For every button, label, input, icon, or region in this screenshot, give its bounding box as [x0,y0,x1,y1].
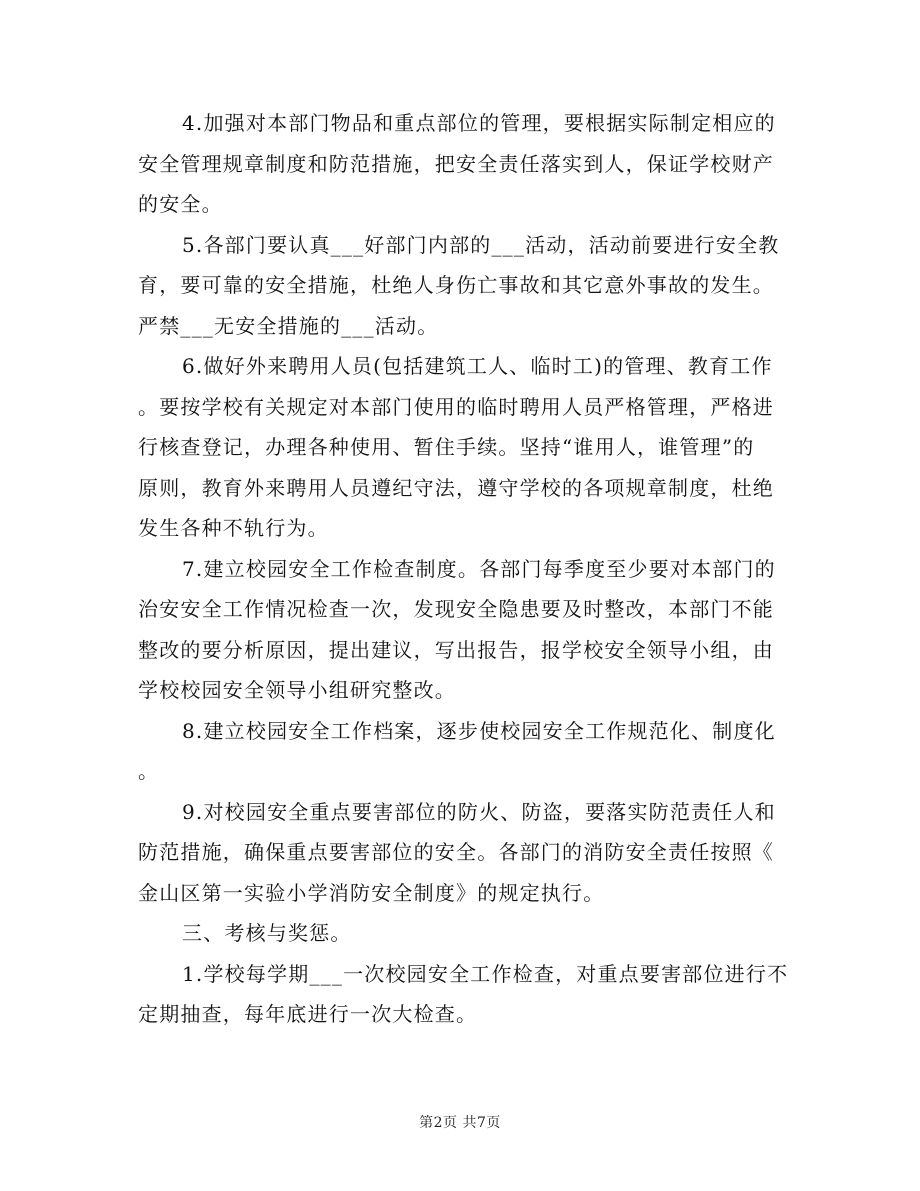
text-line: 的安全。 [138,192,223,216]
document-body [138,103,789,1035]
text-line: 5.各部门要认真___好部门内部的___活动，活动前要进行安全教 [182,232,780,257]
text-line: 4.加强对本部门物品和重点部位的管理，要根据实际制定相应的 [182,111,776,135]
paragraph-item-5 [138,225,778,347]
text-line: 学校校园安全领导小组研究整改。 [138,678,456,702]
text-line: 9.对校园安全重点要害部位的防火、防盗，要落实防范责任人和 [182,799,776,824]
text-line: 行核查登记，办理各种使用、暂住手续。坚持“谁用人，谁管理”的 [138,435,755,459]
text-line: 。 [138,759,160,783]
text-line: 发生各种不轨行为。 [138,516,329,540]
paragraph-item-8 [138,711,778,792]
text-line: 三、考核与奖惩。 [182,921,352,945]
text-line: 8.建立校园安全工作档案，逐步使校园安全工作规范化、制度化 [182,718,776,743]
text-line: 金山区第一实验小学消防安全制度》的规定执行。 [138,880,605,905]
paragraph-item-7 [138,549,778,711]
paragraph-item-9 [138,792,778,914]
text-line: 定期抽查，每年底进行一次大检查。 [138,1002,478,1026]
text-line: 。要按学校有关规定对本部门使用的临时聘用人员严格管理，严格进 [138,394,774,419]
text-line: 7.建立校园安全工作检查制度。各部门每季度至少要对本部门的 [182,556,776,581]
text-line: 治安安全工作情况检查一次，发现安全隐患要及时整改，本部门不能 [138,597,774,621]
paragraph-assessment-1 [138,954,789,1035]
text-line: 防范措施，确保重点要害部位的安全。各部门的消防安全责任按照《 [138,840,774,864]
text-line: 安全管理规章制度和防范措施，把安全责任落实到人，保证学校财产 [138,151,774,176]
text-line: 1.学校每学期___一次校园安全工作检查，对重点要害部位进行不 [182,961,789,986]
section-heading [138,913,778,954]
text-line: 整改的要分析原因，提出建议，写出报告，报学校安全领导小组，由 [138,637,774,662]
text-line: 6.做好外来聘用人员(包括建筑工人、临时工)的管理、教育工作 [182,354,773,378]
text-line: 原则，教育外来聘用人员遵纪守法，遵守学校的各项规章制度，杜绝 [138,475,774,500]
text-line: 育，要可靠的安全措施，杜绝人身伤亡事故和其它意外事故的发生。 [138,273,774,297]
paragraph-item-6 [138,346,778,549]
page-number: 第2页 共7页 [419,1115,501,1131]
paragraph-item-4 [138,103,778,225]
text-line: 严禁___无安全措施的___活动。 [138,313,439,338]
